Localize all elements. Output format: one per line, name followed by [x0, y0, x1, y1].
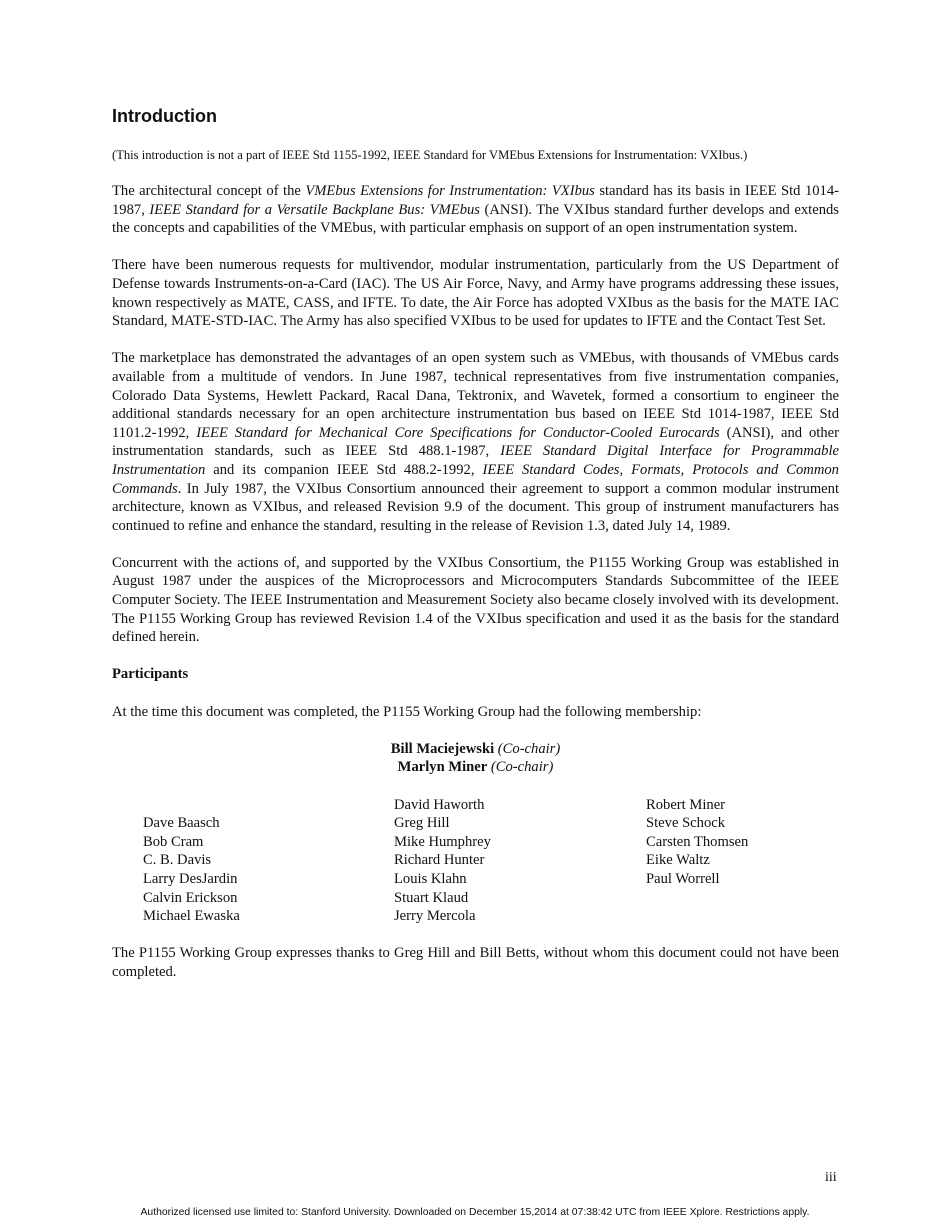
member-name: Calvin Erickson [143, 889, 238, 906]
paragraph-4: Concurrent with the actions of, and supported by the VXIbus Consortium, the P1155 Working Group was established in August 1987 under the auspices of the Microprocessors and Microcomputers Standards Subcommittee of the IEEE Computer Society. The IEEE Instrumentation and Measurement Society also became closely involved with its development. The P1155 Working Group has reviewed Revision 1.4 of the VXIbus specification and used it as the basis for the standard defined herein. [112, 554, 839, 646]
member-name: Greg Hill [394, 815, 450, 832]
paragraph-2: There have been numerous requests for multivendor, modular instrumentation, particularly from the US Department of Defense towards Instruments-on-a-Card (IAC). The US Air Force, Navy, and Army have programs addressing these issues, known respectively as MATE, CASS, and IFTE. To date, the Air Force has adopted VXIbus as the basis for the MATE IAC Standard, MATE-STD-IAC. The Army has also specified VXIbus to be used for updates to IFTE and the Contact Test Set. [112, 257, 839, 330]
co-chair-2 [112, 758, 839, 777]
member-name: Stuart Klaud [394, 889, 469, 906]
p3-title-codes: IEEE Standard Codes, Formats, Protocols and Common Commands [112, 461, 839, 497]
member-name: Carsten Thomsen [646, 833, 749, 850]
member-name: Steve Schock [646, 815, 726, 832]
p1-text-a: The architectural concept of the [112, 183, 306, 199]
co-chair-name: Bill Maciejewski [390, 740, 495, 757]
member-column-1 [143, 814, 240, 926]
member-name: Paul Worrell [646, 870, 720, 887]
page-number: iii [825, 1170, 837, 1185]
document-page [112, 104, 839, 1000]
p3-title-eurocards: IEEE Standard for Mechanical Core Specifications for Conductor-Cooled Eurocards [196, 424, 720, 441]
member-name: Bob Cram [143, 833, 204, 850]
member-name: Mike Humphrey [394, 833, 491, 850]
p3-text-c: (ANSI), and other instrumentation standards, such as IEEE Std 488.1-1987, [112, 424, 839, 460]
member-column-3 [646, 796, 748, 889]
co-chair-1 [112, 740, 839, 759]
member-name: C. B. Davis [143, 852, 212, 869]
paragraph-3 [112, 349, 839, 535]
member-name: Louis Klahn [394, 870, 467, 887]
p3-title-digital-interface: IEEE Standard Digital Interface for Programmable Instrumentation [112, 443, 839, 478]
co-chair-name: Marlyn Miner [397, 759, 488, 776]
member-name: David Haworth [394, 796, 485, 813]
member-name: Dave Baasch [143, 815, 220, 832]
participants-heading: Participants [112, 666, 189, 683]
p1-title-vmebus: IEEE Standard for a Versatile Backplane Bus: VMEbus [149, 201, 480, 218]
member-name: Robert Miner [646, 796, 726, 813]
member-name: Eike Waltz [646, 852, 710, 869]
p1-title-vxibus: VMEbus Extensions for Instrumentation: VXIbus [305, 183, 595, 199]
member-name: Richard Hunter [394, 852, 485, 869]
paragraph-1 [112, 182, 839, 238]
page-title: Introduction [112, 106, 217, 126]
co-chair-role: (Co-chair) [490, 759, 554, 776]
p1-text-c: standard has its basis in IEEE Std 1014-1987, [112, 183, 839, 218]
member-column-2 [394, 796, 491, 926]
p3-text-a: The marketplace has demonstrated the advantages of an open system such as VMEbus, with thousands of VMEbus cards available from a multitude of vendors. In June 1987, technical representatives from five instrumentation companies, Colorado Data Systems, Hewlett Packard, Racal Dana, Tektronix, and Wavetek, formed a consortium to engineer the additional standards necessary for an open architecture instrumentation bus based on IEEE Std 1014-1987, IEEE Std 1101.2-1992, [112, 350, 839, 441]
co-chairs [112, 740, 839, 777]
membership-list [112, 796, 839, 926]
license-footer: Authorized licensed use limited to: Stanford University. Downloaded on December 15,2014 at 07:38:42 UTC from IEEE Xplore. Restrictions apply. [140, 1207, 810, 1218]
member-name: Larry DesJardin [143, 870, 238, 887]
member-name: Jerry Mercola [394, 908, 476, 925]
acknowledgement: The P1155 Working Group expresses thanks to Greg Hill and Bill Betts, without whom this document could not have been completed. [112, 945, 839, 980]
co-chair-role: (Co-chair) [497, 740, 561, 757]
p1-text-e: (ANSI). The VXIbus standard further develops and extends the concepts and capabilities of the VMEbus, with particular emphasis on support of an open instrumentation system. [112, 201, 839, 237]
participants-intro: At the time this document was completed, the P1155 Working Group had the following membership: [112, 703, 702, 720]
member-name: Michael Ewaska [143, 908, 240, 925]
p3-text-g: . In July 1987, the VXIbus Consortium announced their agreement to support a common modular instrument architecture, known as VXIbus, and released Revision 9.9 of the document. This group of instrument manufacturers has continued to refine and enhance the standard, resulting in the release of Revision 1.3, dated July 14, 1989. [112, 480, 839, 534]
intro-note: (This introduction is not a part of IEEE Std 1155-1992, IEEE Standard for VMEbus Extensions for Instrumentation: VXIbus.) [112, 148, 748, 162]
p3-text-e: and its companion IEEE Std 488.2-1992, [205, 461, 483, 478]
